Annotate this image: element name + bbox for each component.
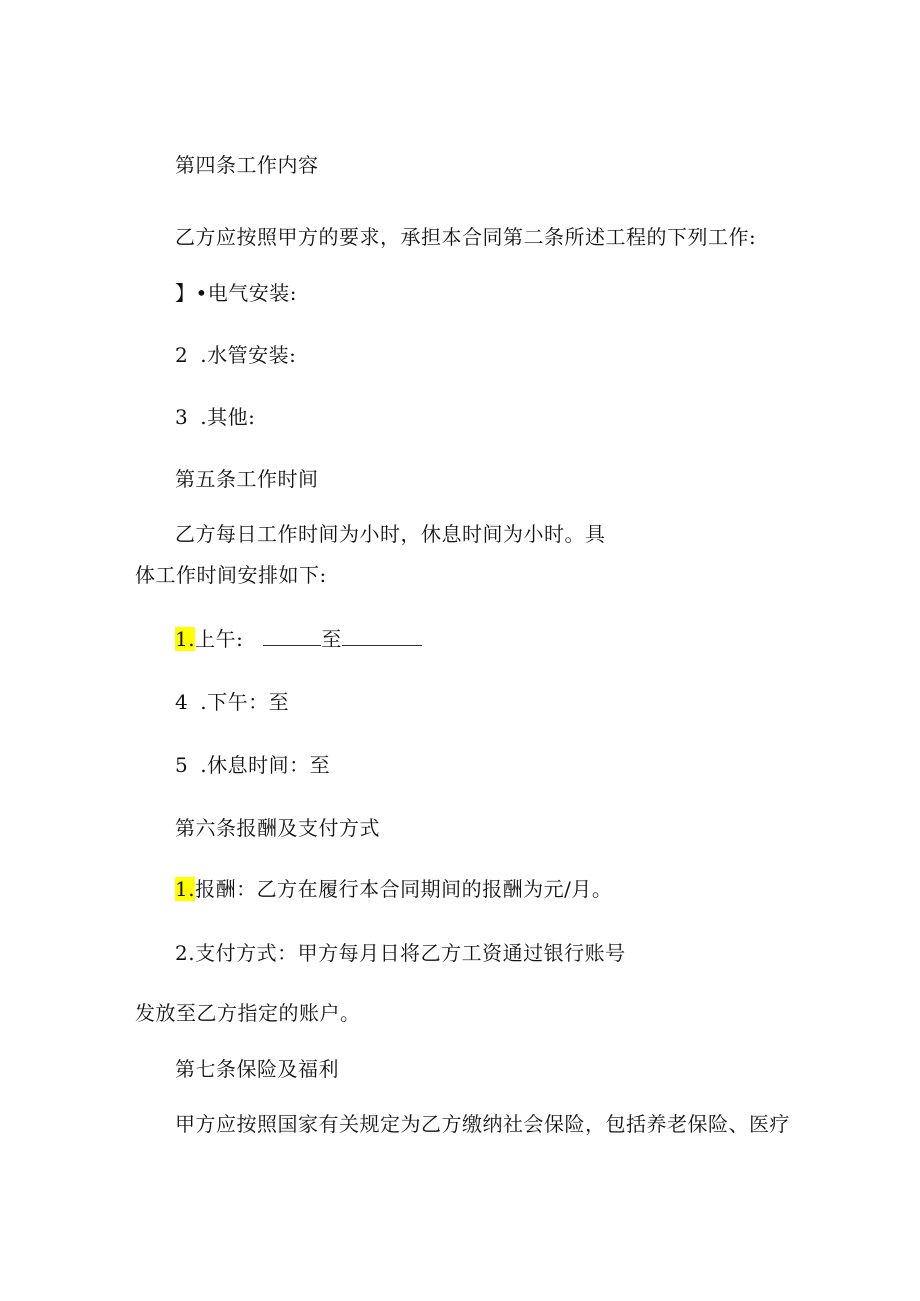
- article-4-intro: 乙方应按照甲方的要求，承担本合同第二条所述工程的下列工作:: [175, 225, 757, 249]
- list-item-text: .下午：至: [200, 690, 290, 714]
- article-5-text-line-1: 乙方每日工作时间为小时，休息时间为小时。具: [175, 522, 606, 546]
- list-number: 4: [175, 690, 189, 714]
- article-5-item-5: [175, 752, 330, 778]
- article-6-heading: 第六条报酬及支付方式: [175, 816, 380, 840]
- list-item-text: 电气安装:: [207, 281, 298, 305]
- list-number: 5: [175, 753, 189, 777]
- list-number-highlighted: 1.: [175, 627, 196, 651]
- list-item-text: .休息时间：至: [200, 753, 331, 777]
- article-6-item-2-continued: 发放至乙方指定的账户。: [135, 1001, 361, 1025]
- list-number: 2: [175, 343, 189, 367]
- list-item-text: 报酬：乙方在履行本合同期间的报酬为元/月。: [195, 877, 613, 901]
- article-4-item-3: [175, 404, 255, 430]
- article-6-item-1: [175, 876, 612, 902]
- list-item-label: 上午:: [195, 627, 244, 651]
- blank-underline: [263, 627, 321, 646]
- list-item-text: .水管安装:: [200, 343, 297, 367]
- article-4-item-1: [175, 280, 297, 306]
- article-4-item-2: [175, 342, 296, 368]
- article-5-text-line-2: 体工作时间安排如下:: [135, 563, 327, 587]
- article-5-item-1: [175, 626, 422, 652]
- article-7-text: 甲方应按照国家有关规定为乙方缴纳社会保险，包括养老保险、医疗: [175, 1112, 790, 1136]
- list-item-to: 至: [321, 627, 342, 651]
- list-item-text: .其他:: [200, 405, 256, 429]
- article-4-heading: 第四条工作内容: [175, 153, 319, 177]
- blank-underline: [342, 627, 422, 646]
- list-marker: 】•: [175, 281, 208, 305]
- list-number: 3: [175, 405, 189, 429]
- article-6-item-2: 2.支付方式：甲方每月日将乙方工资通过银行账号: [175, 941, 626, 965]
- article-5-item-4: [175, 689, 289, 715]
- list-number-highlighted: 1.: [175, 877, 196, 901]
- article-5-heading: 第五条工作时间: [175, 467, 319, 491]
- article-7-heading: 第七条保险及福利: [175, 1057, 339, 1081]
